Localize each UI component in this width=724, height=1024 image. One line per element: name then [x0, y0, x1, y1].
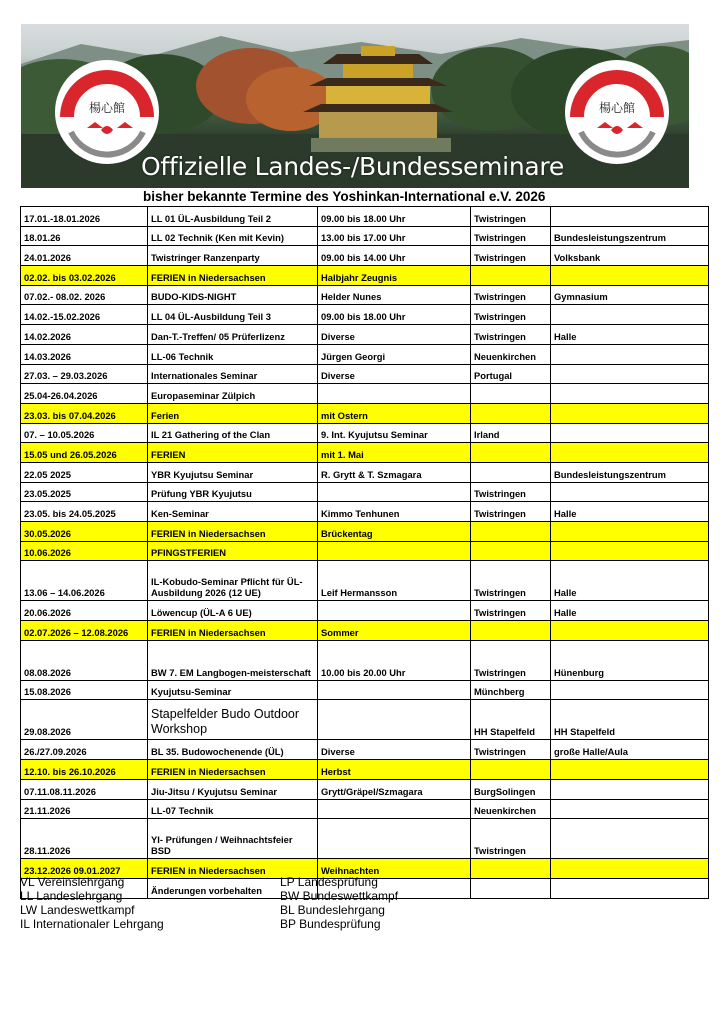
date-cell: 07. – 10.05.2026: [21, 423, 148, 443]
schedule-row: [21, 423, 709, 443]
schedule-row: [21, 285, 709, 305]
place-cell: Neuenkirchen: [471, 344, 551, 364]
venue-cell: Hünenburg: [551, 640, 709, 680]
venue-cell: [551, 878, 709, 898]
event-cell: Twistringer Ranzenparty: [148, 246, 318, 266]
info-cell: Grytt/Gräpel/Szmagara: [318, 779, 471, 799]
date-cell: 26./27.09.2026: [21, 740, 148, 760]
page-subtitle: bisher bekannte Termine des Yoshinkan-International e.V. 2026: [143, 189, 546, 204]
info-cell: [318, 680, 471, 700]
schedule-row: [21, 246, 709, 266]
event-cell: Europaseminar Zülpich: [148, 384, 318, 404]
schedule-row: [21, 640, 709, 680]
date-cell: 08.08.2026: [21, 640, 148, 680]
schedule-table: [20, 206, 709, 899]
venue-cell: Halle: [551, 561, 709, 601]
event-cell: LL-06 Technik: [148, 344, 318, 364]
date-cell: 25.04-26.04.2026: [21, 384, 148, 404]
venue-cell: Halle: [551, 601, 709, 621]
venue-cell: [551, 541, 709, 561]
event-cell: LL-07 Technik: [148, 799, 318, 819]
date-cell: 23.03. bis 07.04.2026: [21, 403, 148, 423]
info-cell: [318, 541, 471, 561]
holiday-row: [21, 443, 709, 463]
place-cell: [471, 878, 551, 898]
event-cell: FERIEN in Niedersachsen: [148, 859, 318, 879]
legend-item: BW Bundeswettkampf: [280, 889, 399, 903]
venue-cell: HH Stapelfeld: [551, 700, 709, 740]
info-cell: Sommer: [318, 621, 471, 641]
event-cell: PFINGSTFERIEN: [148, 541, 318, 561]
date-cell: 14.02.2026: [21, 325, 148, 345]
place-cell: [471, 541, 551, 561]
event-cell: Dan-T.-Treffen/ 05 Prüferlizenz: [148, 325, 318, 345]
date-cell: 15.08.2026: [21, 680, 148, 700]
banner-title: Offizielle Landes-/Bundesseminare: [141, 152, 564, 181]
holiday-row: [21, 522, 709, 542]
event-cell: BW 7. EM Langbogen-meisterschaft: [148, 640, 318, 680]
schedule-row: [21, 226, 709, 246]
event-cell: IL 21 Gathering of the Clan: [148, 423, 318, 443]
place-cell: Irland: [471, 423, 551, 443]
legend-item: BL Bundeslehrgang: [280, 903, 385, 917]
info-cell: Helder Nunes: [318, 285, 471, 305]
yoshinkan-logo-left: [55, 60, 159, 164]
place-cell: [471, 760, 551, 780]
info-cell: Jürgen Georgi: [318, 344, 471, 364]
venue-cell: [551, 207, 709, 227]
event-cell: Prüfung YBR Kyujutsu: [148, 482, 318, 502]
venue-cell: Bundesleistungszentrum: [551, 462, 709, 482]
date-cell: 07.11.08.11.2026: [21, 779, 148, 799]
info-cell: [318, 384, 471, 404]
holiday-row: [21, 541, 709, 561]
venue-cell: große Halle/Aula: [551, 740, 709, 760]
event-cell: BL 35. Budowochenende (ÜL): [148, 740, 318, 760]
info-cell: mit 1. Mai: [318, 443, 471, 463]
schedule-row: [21, 740, 709, 760]
event-cell: Änderungen vorbehalten: [148, 878, 318, 898]
place-cell: Twistringen: [471, 246, 551, 266]
event-cell: BUDO-KIDS-NIGHT: [148, 285, 318, 305]
date-cell: 14.03.2026: [21, 344, 148, 364]
info-cell: Kimmo Tenhunen: [318, 502, 471, 522]
date-cell: 29.08.2026: [21, 700, 148, 740]
venue-cell: [551, 266, 709, 286]
date-cell: 23.05. bis 24.05.2025: [21, 502, 148, 522]
date-cell: 30.05.2026: [21, 522, 148, 542]
info-cell: [318, 819, 471, 859]
schedule-row: [21, 325, 709, 345]
legend-item: LP Landesprüfung: [280, 875, 378, 889]
schedule-row: [21, 561, 709, 601]
place-cell: Twistringen: [471, 561, 551, 601]
info-cell: 10.00 bis 20.00 Uhr: [318, 640, 471, 680]
legend-left: [20, 875, 164, 931]
date-cell: 24.01.2026: [21, 246, 148, 266]
legend-right: [280, 875, 398, 931]
place-cell: [471, 403, 551, 423]
place-cell: Twistringen: [471, 226, 551, 246]
event-cell: FERIEN in Niedersachsen: [148, 760, 318, 780]
venue-cell: [551, 779, 709, 799]
schedule-row: [21, 344, 709, 364]
schedule-row: [21, 601, 709, 621]
venue-cell: [551, 344, 709, 364]
place-cell: BurgSolingen: [471, 779, 551, 799]
place-cell: Twistringen: [471, 325, 551, 345]
place-cell: Twistringen: [471, 640, 551, 680]
date-cell: 22.05 2025: [21, 462, 148, 482]
date-cell: 10.06.2026: [21, 541, 148, 561]
info-cell: [318, 799, 471, 819]
info-cell: R. Grytt & T. Szmagara: [318, 462, 471, 482]
venue-cell: [551, 680, 709, 700]
schedule-row: [21, 680, 709, 700]
place-cell: Twistringen: [471, 305, 551, 325]
venue-cell: [551, 799, 709, 819]
venue-cell: [551, 443, 709, 463]
place-cell: Twistringen: [471, 207, 551, 227]
info-cell: [318, 601, 471, 621]
venue-cell: Halle: [551, 325, 709, 345]
date-cell: 28.11.2026: [21, 819, 148, 859]
event-cell: LL 04 ÜL-Ausbildung Teil 3: [148, 305, 318, 325]
place-cell: [471, 859, 551, 879]
event-cell: YBR Kyujutsu Seminar: [148, 462, 318, 482]
event-cell: Löwencup (ÜL-A 6 UE): [148, 601, 318, 621]
event-cell: FERIEN in Niedersachsen: [148, 266, 318, 286]
schedule-row: [21, 700, 709, 740]
info-cell: Diverse: [318, 364, 471, 384]
place-cell: Münchberg: [471, 680, 551, 700]
date-cell: 23.12.2026 09.01.2027: [21, 859, 148, 879]
date-cell: 13.06 – 14.06.2026: [21, 561, 148, 601]
event-cell: FERIEN in Niedersachsen: [148, 522, 318, 542]
event-cell: FERIEN: [148, 443, 318, 463]
info-cell: 09.00 bis 18.00 Uhr: [318, 207, 471, 227]
date-cell: 20.06.2026: [21, 601, 148, 621]
venue-cell: [551, 384, 709, 404]
event-cell: Jiu-Jitsu / Kyujutsu Seminar: [148, 779, 318, 799]
venue-cell: [551, 760, 709, 780]
info-cell: Weihnachten: [318, 859, 471, 879]
date-cell: 07.02.- 08.02. 2026: [21, 285, 148, 305]
info-cell: Leif Hermansson: [318, 561, 471, 601]
venue-cell: Halle: [551, 502, 709, 522]
schedule-row: [21, 502, 709, 522]
place-cell: [471, 266, 551, 286]
info-cell: 9. Int. Kyujutsu Seminar: [318, 423, 471, 443]
holiday-row: [21, 760, 709, 780]
info-cell: Diverse: [318, 325, 471, 345]
venue-cell: [551, 305, 709, 325]
venue-cell: [551, 522, 709, 542]
date-cell: 27.03. – 29.03.2026: [21, 364, 148, 384]
place-cell: [471, 443, 551, 463]
venue-cell: [551, 819, 709, 859]
date-cell: 23.05.2025: [21, 482, 148, 502]
place-cell: Twistringen: [471, 502, 551, 522]
date-cell: 02.02. bis 03.02.2026: [21, 266, 148, 286]
venue-cell: Gymnasium: [551, 285, 709, 305]
event-cell: Ferien: [148, 403, 318, 423]
schedule-row: [21, 207, 709, 227]
holiday-row: [21, 403, 709, 423]
event-cell: Kyujutsu-Seminar: [148, 680, 318, 700]
place-cell: [471, 462, 551, 482]
venue-cell: [551, 482, 709, 502]
info-cell: [318, 700, 471, 740]
place-cell: [471, 522, 551, 542]
event-cell: Internationales Seminar: [148, 364, 318, 384]
schedule-body: [21, 207, 709, 899]
place-cell: Twistringen: [471, 285, 551, 305]
place-cell: Twistringen: [471, 601, 551, 621]
schedule-row: [21, 305, 709, 325]
place-cell: Neuenkirchen: [471, 799, 551, 819]
place-cell: Twistringen: [471, 740, 551, 760]
logo-kanji-text: 楊心館: [88, 101, 125, 115]
venue-cell: Bundesleistungszentrum: [551, 226, 709, 246]
event-cell: IL-Kobudo-Seminar Pflicht für ÜL-Ausbildung 2026 (12 UE): [148, 561, 318, 601]
venue-cell: [551, 423, 709, 443]
date-cell: 12.10. bis 26.10.2026: [21, 760, 148, 780]
info-cell: Diverse: [318, 740, 471, 760]
schedule-row: [21, 799, 709, 819]
legend-item: VL Vereinslehrgang: [20, 875, 125, 889]
event-cell: FERIEN in Niedersachsen: [148, 621, 318, 641]
venue-cell: [551, 364, 709, 384]
date-cell: 14.02.-15.02.2026: [21, 305, 148, 325]
date-cell: 21.11.2026: [21, 799, 148, 819]
event-cell: Ken-Seminar: [148, 502, 318, 522]
info-cell: Herbst: [318, 760, 471, 780]
schedule-row: [21, 384, 709, 404]
schedule-row: [21, 482, 709, 502]
date-cell: 02.07.2026 – 12.08.2026: [21, 621, 148, 641]
place-cell: [471, 621, 551, 641]
schedule-row: [21, 462, 709, 482]
info-cell: 13.00 bis 17.00 Uhr: [318, 226, 471, 246]
legend-item: BP Bundesprüfung: [280, 917, 381, 931]
venue-cell: [551, 403, 709, 423]
info-cell: mit Ostern: [318, 403, 471, 423]
holiday-row: [21, 621, 709, 641]
event-cell: Stapelfelder Budo Outdoor Workshop: [148, 700, 318, 740]
logo-kanji-text: 楊心館: [598, 101, 635, 115]
holiday-row: [21, 266, 709, 286]
event-cell: LL 01 ÜL-Ausbildung Teil 2: [148, 207, 318, 227]
header-banner: [21, 24, 689, 188]
info-cell: Halbjahr Zeugnis: [318, 266, 471, 286]
venue-cell: [551, 621, 709, 641]
event-cell: YI- Prüfungen / Weihnachtsfeier BSD: [148, 819, 318, 859]
date-cell: 15.05 und 26.05.2026: [21, 443, 148, 463]
info-cell: 09.00 bis 14.00 Uhr: [318, 246, 471, 266]
schedule-row: [21, 779, 709, 799]
info-cell: Brückentag: [318, 522, 471, 542]
event-cell: LL 02 Technik (Ken mit Kevin): [148, 226, 318, 246]
place-cell: [471, 384, 551, 404]
place-cell: HH Stapelfeld: [471, 700, 551, 740]
place-cell: Twistringen: [471, 819, 551, 859]
place-cell: Portugal: [471, 364, 551, 384]
date-cell: 18.01.26: [21, 226, 148, 246]
legend-item: LW Landeswettkampf: [20, 903, 135, 917]
info-cell: 09.00 bis 18.00 Uhr: [318, 305, 471, 325]
date-cell: 17.01.-18.01.2026: [21, 207, 148, 227]
venue-cell: Volksbank: [551, 246, 709, 266]
venue-cell: [551, 859, 709, 879]
legend-item: IL Internationaler Lehrgang: [20, 917, 164, 931]
info-cell: [318, 482, 471, 502]
schedule-row: [21, 819, 709, 859]
yoshinkan-logo-right: [565, 60, 669, 164]
legend-item: LL Landeslehrgang: [20, 889, 123, 903]
place-cell: Twistringen: [471, 482, 551, 502]
schedule-row: [21, 364, 709, 384]
